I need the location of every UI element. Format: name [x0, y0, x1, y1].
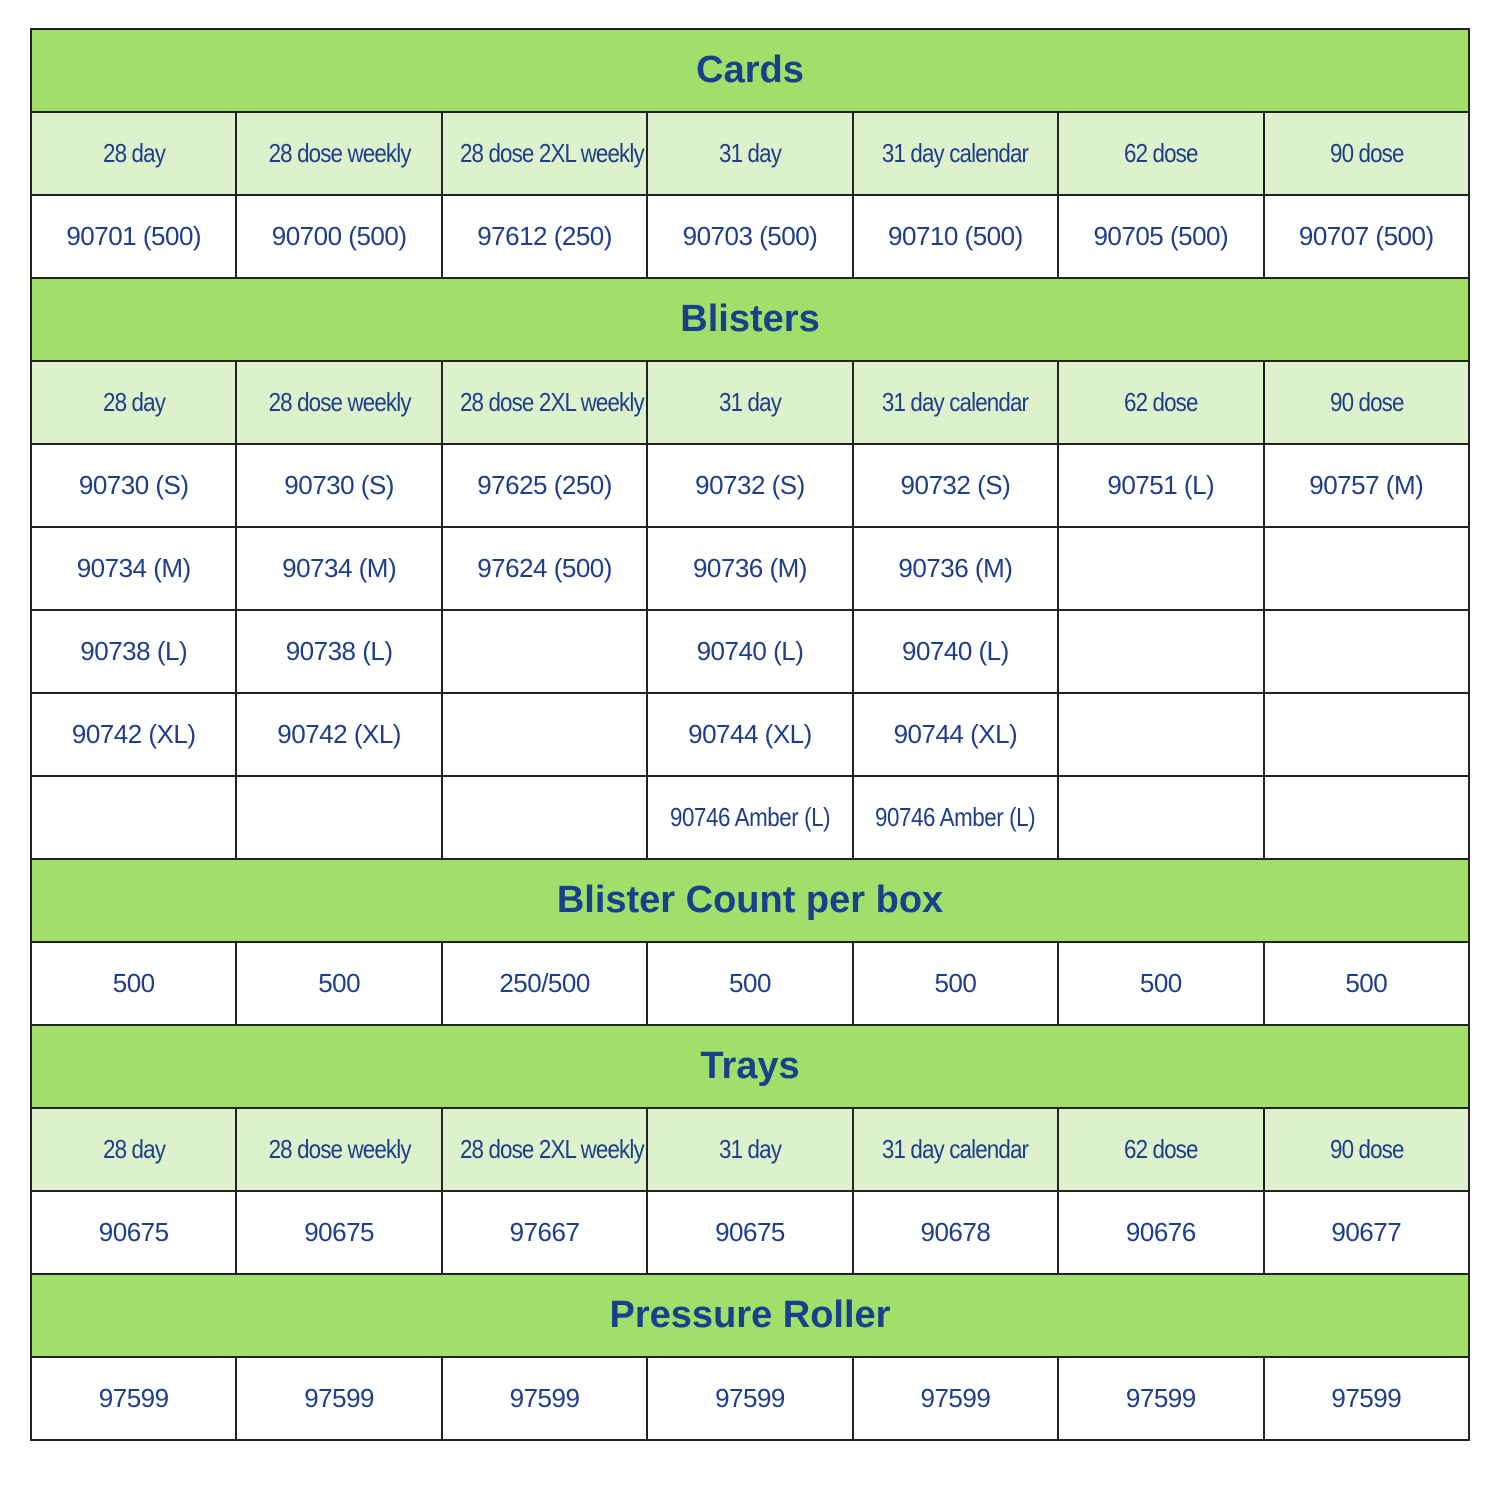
table-cell: 90734 (M) [236, 527, 441, 610]
column-header: 28 dose weekly [236, 361, 441, 444]
column-header-row [31, 361, 1469, 444]
table-cell: 90746 Amber (L) [853, 776, 1058, 859]
column-header: 90 dose [1264, 112, 1469, 195]
column-header-row [31, 1108, 1469, 1191]
table-cell [1264, 610, 1469, 693]
column-header: 28 dose 2XL weekly [442, 361, 647, 444]
section-title-blisters: Blisters [31, 278, 1469, 361]
table-cell: 90678 [853, 1191, 1058, 1274]
column-header-row [31, 112, 1469, 195]
table-row [31, 610, 1469, 693]
table-cell [1264, 776, 1469, 859]
table-cell: 90736 (M) [853, 527, 1058, 610]
table-row [31, 942, 1469, 1025]
table-cell: 500 [236, 942, 441, 1025]
section-title-trays: Trays [31, 1025, 1469, 1108]
table-cell [1058, 693, 1263, 776]
table-cell: 90707 (500) [1264, 195, 1469, 278]
table-cell: 90701 (500) [31, 195, 236, 278]
table-cell: 97599 [442, 1357, 647, 1440]
column-header: 28 dose weekly [236, 1108, 441, 1191]
section-title-cards: Cards [31, 29, 1469, 112]
table-cell [1058, 610, 1263, 693]
table-row [31, 693, 1469, 776]
table-cell: 90732 (S) [853, 444, 1058, 527]
section-title-pressure-roller: Pressure Roller [31, 1274, 1469, 1357]
table-cell: 90757 (M) [1264, 444, 1469, 527]
column-header: 28 day [31, 361, 236, 444]
table-cell: 90744 (XL) [647, 693, 852, 776]
table-cell [442, 693, 647, 776]
table-cell: 90730 (S) [236, 444, 441, 527]
table-row [31, 444, 1469, 527]
table-cell: 97599 [1264, 1357, 1469, 1440]
table-cell: 90742 (XL) [236, 693, 441, 776]
table-row [31, 1357, 1469, 1440]
table-cell: 90742 (XL) [31, 693, 236, 776]
column-header: 31 day [647, 361, 852, 444]
table-cell: 90736 (M) [647, 527, 852, 610]
column-header: 28 day [31, 112, 236, 195]
product-table [30, 28, 1470, 1441]
table-cell: 250/500 [442, 942, 647, 1025]
table-cell: 97599 [31, 1357, 236, 1440]
table-cell: 97599 [236, 1357, 441, 1440]
column-header: 62 dose [1058, 361, 1263, 444]
table-cell: 90677 [1264, 1191, 1469, 1274]
table-cell [442, 776, 647, 859]
table-row [31, 195, 1469, 278]
table-cell: 90703 (500) [647, 195, 852, 278]
table-cell [442, 610, 647, 693]
table-cell [1264, 527, 1469, 610]
table-row [31, 776, 1469, 859]
table-cell: 97599 [647, 1357, 852, 1440]
section-header-row [31, 1274, 1469, 1357]
section-header-row [31, 278, 1469, 361]
column-header: 90 dose [1264, 1108, 1469, 1191]
column-header: 31 day [647, 1108, 852, 1191]
column-header: 31 day calendar [853, 361, 1058, 444]
table-cell: 90746 Amber (L) [647, 776, 852, 859]
column-header: 28 dose 2XL weekly [442, 1108, 647, 1191]
table-cell: 500 [647, 942, 852, 1025]
table-cell: 90676 [1058, 1191, 1263, 1274]
column-header: 28 day [31, 1108, 236, 1191]
table-cell: 90732 (S) [647, 444, 852, 527]
section-header-row [31, 1025, 1469, 1108]
column-header: 31 day calendar [853, 112, 1058, 195]
table-cell: 90738 (L) [31, 610, 236, 693]
column-header: 28 dose weekly [236, 112, 441, 195]
section-title-blister-count: Blister Count per box [31, 859, 1469, 942]
table-cell: 90675 [236, 1191, 441, 1274]
table-cell: 500 [1058, 942, 1263, 1025]
table-cell: 500 [31, 942, 236, 1025]
table-cell [1264, 693, 1469, 776]
table-row [31, 1191, 1469, 1274]
table-cell: 97625 (250) [442, 444, 647, 527]
column-header: 62 dose [1058, 112, 1263, 195]
table-cell: 90700 (500) [236, 195, 441, 278]
table-cell: 90705 (500) [1058, 195, 1263, 278]
table-cell [236, 776, 441, 859]
table-cell: 90740 (L) [853, 610, 1058, 693]
table-cell: 90744 (XL) [853, 693, 1058, 776]
table-cell: 90734 (M) [31, 527, 236, 610]
table-cell: 90730 (S) [31, 444, 236, 527]
table-cell: 90675 [31, 1191, 236, 1274]
column-header: 62 dose [1058, 1108, 1263, 1191]
table-row [31, 527, 1469, 610]
table-cell: 90740 (L) [647, 610, 852, 693]
column-header: 28 dose 2XL weekly [442, 112, 647, 195]
table-cell: 90710 (500) [853, 195, 1058, 278]
column-header: 31 day calendar [853, 1108, 1058, 1191]
table-cell [1058, 527, 1263, 610]
table-cell: 97599 [853, 1357, 1058, 1440]
table-cell: 97624 (500) [442, 527, 647, 610]
table-cell: 97667 [442, 1191, 647, 1274]
column-header: 90 dose [1264, 361, 1469, 444]
table-cell [1058, 776, 1263, 859]
table-cell: 500 [853, 942, 1058, 1025]
section-header-row [31, 29, 1469, 112]
table-cell: 97599 [1058, 1357, 1263, 1440]
table-cell: 90675 [647, 1191, 852, 1274]
table-cell: 97612 (250) [442, 195, 647, 278]
section-header-row [31, 859, 1469, 942]
table-cell: 90751 (L) [1058, 444, 1263, 527]
table-cell: 500 [1264, 942, 1469, 1025]
table-cell: 90738 (L) [236, 610, 441, 693]
table-cell [31, 776, 236, 859]
column-header: 31 day [647, 112, 852, 195]
